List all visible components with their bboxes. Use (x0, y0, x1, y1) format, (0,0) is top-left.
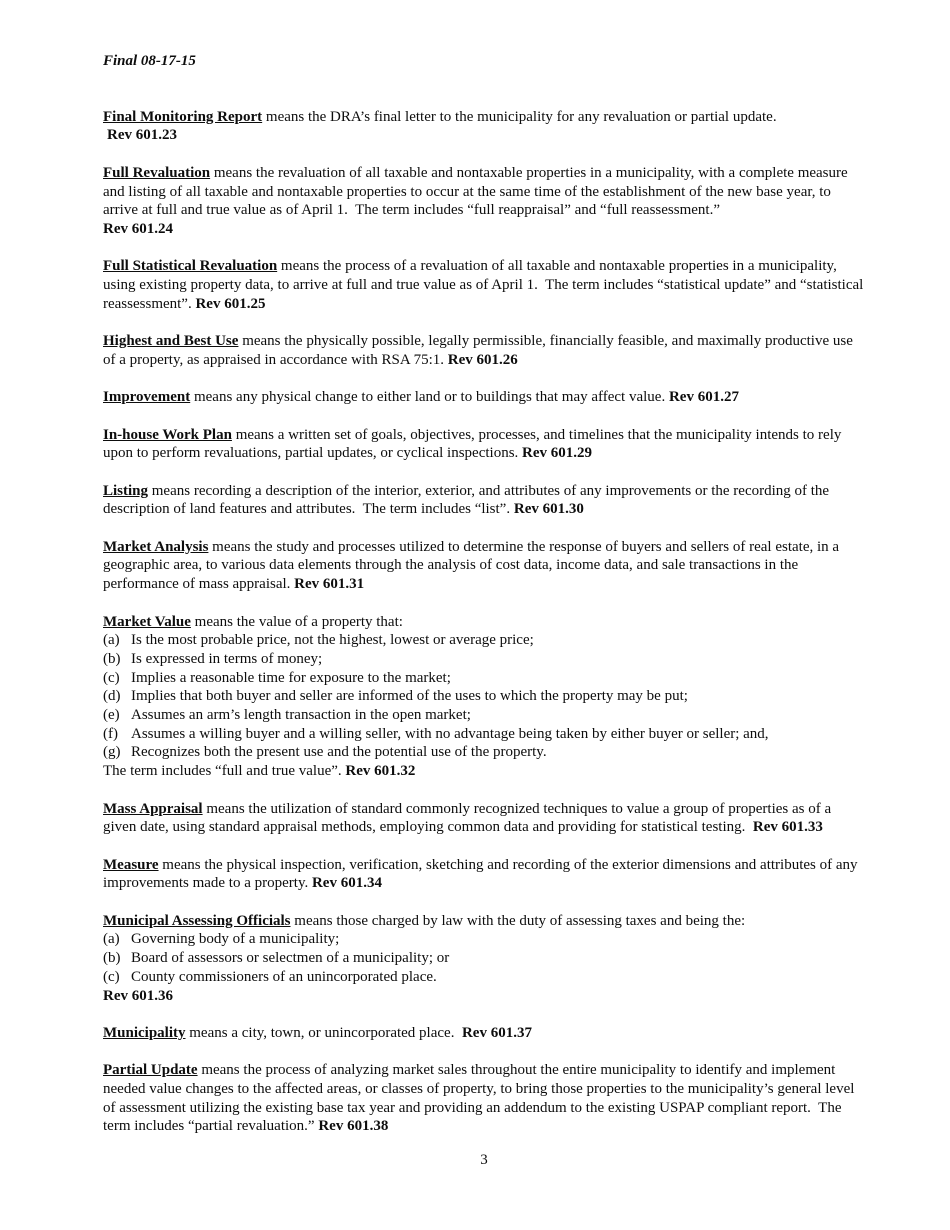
rev-citation: Rev 601.26 (447, 351, 518, 368)
definition-body: means the physically possible, legally permissible, financially feasible, and maximally productive use of a property, as appraised in accordance with RSA 75:1. (103, 333, 857, 368)
definition-paragraph (103, 332, 865, 369)
definition-paragraph (103, 426, 865, 463)
definition-term: Improvement (103, 389, 191, 406)
list-item-marker: (d) (103, 688, 121, 705)
list-item-marker: (e) (103, 707, 120, 724)
definition-body: means the physical inspection, verification, sketching and recording of the exterior dimensions and attributes of any improvements made to a property. (103, 856, 862, 892)
definition-term: Full Revaluation (103, 164, 211, 181)
definition-term: Measure (103, 856, 159, 873)
list-item-text: Governing body of a municipality; (131, 931, 340, 948)
definition-body: means the utilization of standard commonly recognized techniques to value a group of properties as of a given date, using standard appraisal methods, employing common data and providing for statistical testing. (103, 800, 835, 836)
definition-paragraph (103, 257, 868, 313)
definition-body: means the process of a revaluation of all taxable and nontaxable properties in a municipality, using existing property data, to arrive at full and true value as of April 1. The term includes “statistical update” and “statistical reassessment”. (103, 258, 868, 312)
definition-body: means recording a description of the interior, exterior, and attributes of any improvements or the recording of the description of land features and attributes. The term includes “list”. (103, 482, 833, 518)
list-item-text: Recognizes both the present use and the potential use of the property. (131, 744, 547, 761)
definition-body: means a written set of goals, objectives, processes, and timelines that the municipality intends to rely upon to perform revaluations, partial updates, or cyclical inspections. (103, 426, 846, 462)
rev-citation: Rev 601.34 (311, 875, 382, 892)
rev-citation: Rev 601.36 (103, 987, 173, 1004)
definition-tail: The term includes “full and true value”. (103, 763, 346, 780)
rev-citation: Rev 601.25 (195, 295, 266, 312)
rev-citation: Rev 601.27 (668, 389, 739, 406)
definition-body: means the process of analyzing market sales throughout the entire municipality to identify and implement needed value changes to the affected areas, or classes of property, to bring those properties to the municipality’s general level of assessment utilizing the existing base tax year and providing an addendum to the existing USPAP compliant report. The term includes “partial revaluation.” (103, 1062, 859, 1135)
list-item-text: Board of assessors or selectmen of a municipality; or (131, 950, 450, 967)
definition-paragraph (103, 538, 865, 594)
list-item (103, 650, 865, 669)
rev-citation: Rev 601.37 (461, 1024, 532, 1041)
list-item (103, 949, 865, 968)
rev-citation: Rev 601.32 (345, 763, 416, 780)
list-item (103, 743, 865, 762)
definition-term: Municipality (103, 1024, 186, 1041)
definition-body: means the study and processes utilized to determine the response of buyers and sellers of real estate, in a geographic area, to various data elements through the analysis of cost data, income data, and sale transactions in the performance of mass appraisal. (103, 538, 843, 593)
list-item-marker: (a) (103, 632, 120, 649)
definition-paragraph (103, 800, 865, 837)
list-item-marker: (c) (103, 968, 120, 985)
rev-citation: Rev 601.31 (294, 576, 365, 593)
definition-paragraph (103, 1024, 865, 1043)
page-number: 3 (480, 1152, 488, 1168)
list-item-marker: (g) (103, 744, 121, 761)
list-item-marker: (a) (103, 931, 120, 948)
page-header: Final 08-17-15 (103, 53, 196, 69)
definition-paragraph (103, 912, 865, 1006)
list-item (103, 930, 865, 949)
definition-term: Partial Update (103, 1062, 198, 1079)
definition-paragraph (103, 164, 865, 239)
rev-citation: Rev 601.24 (103, 220, 173, 237)
rev-citation: Rev 601.23 (107, 127, 177, 144)
list-item (103, 687, 865, 706)
definition-body: means a city, town, or unincorporated place. (185, 1024, 462, 1041)
definition-term: Full Statistical Revaluation (103, 258, 278, 275)
definition-body: means the DRA’s final letter to the municipality for any revaluation or partial update. (262, 108, 777, 125)
list-item-text: Is the most probable price, not the highest, lowest or average price; (131, 632, 534, 649)
rev-citation: Rev 601.29 (522, 445, 593, 462)
definition-term: Municipal Assessing Officials (103, 912, 291, 929)
list-item-text: Assumes an arm’s length transaction in the open market; (131, 707, 471, 724)
definition-term: Listing (103, 482, 149, 499)
list-item-marker: (f) (103, 725, 118, 742)
list-item (103, 968, 865, 987)
list-item-text: County commissioners of an unincorporated place. (131, 968, 437, 985)
definition-paragraph (103, 482, 865, 519)
definition-body: means those charged by law with the duty of assessing taxes and being the: (290, 912, 746, 929)
rev-citation: Rev 601.30 (513, 501, 584, 518)
definitions-list (103, 108, 868, 1136)
definition-term: Market Analysis (103, 538, 209, 555)
list-item (103, 631, 865, 650)
list-item (103, 669, 865, 688)
rev-citation: Rev 601.33 (752, 819, 823, 836)
definition-body: means the value of a property that: (190, 613, 403, 630)
definition-term: Highest and Best Use (103, 333, 239, 350)
list-item-text: Assumes a willing buyer and a willing seller, with no advantage being taken by either buyer or seller; and, (131, 725, 769, 742)
list-item-text: Implies that both buyer and seller are informed of the uses to which the property may be put; (131, 688, 688, 705)
definition-paragraph (103, 856, 865, 893)
list-item (103, 725, 865, 744)
definition-body: means any physical change to either land or to buildings that may affect value. (190, 389, 669, 406)
list-item-marker: (b) (103, 650, 121, 667)
list-item-text: Is expressed in terms of money; (131, 650, 323, 667)
definition-paragraph (103, 1061, 865, 1136)
definition-term: In-house Work Plan (103, 426, 232, 443)
definition-paragraph (103, 388, 865, 407)
definition-paragraph (103, 108, 865, 145)
list-item-marker: (b) (103, 950, 121, 967)
list-item (103, 706, 865, 725)
definition-term: Market Value (103, 613, 191, 630)
definition-body: means the revaluation of all taxable and nontaxable properties in a municipality, with a complete measure and listing of all taxable and nontaxable properties to occur at the same time of the establishment of the new base year, to arrive at full and true value as of April 1. The term includes “full reappraisal” and “full reassessment.” (103, 164, 852, 219)
definition-term: Final Monitoring Report (103, 108, 263, 125)
definition-term: Mass Appraisal (103, 800, 203, 817)
list-item-marker: (c) (103, 669, 120, 686)
definition-paragraph (103, 613, 865, 781)
rev-citation: Rev 601.38 (318, 1118, 389, 1135)
list-item-text: Implies a reasonable time for exposure to the market; (131, 669, 451, 686)
